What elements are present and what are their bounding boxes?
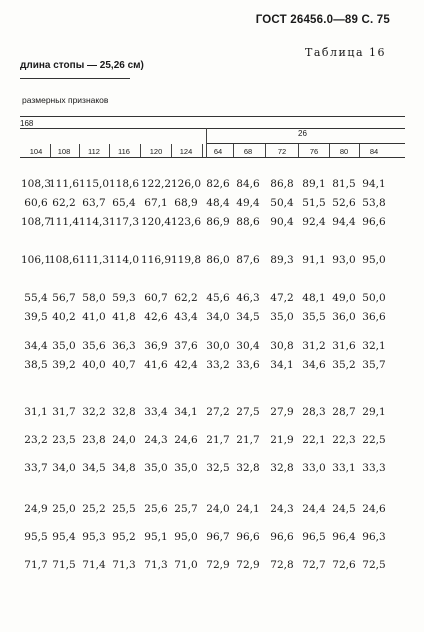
column-separator xyxy=(265,144,266,157)
table-cell: 31,7 xyxy=(52,406,76,418)
table-cell: 35,0 xyxy=(52,340,76,352)
table-cell: 41,0 xyxy=(82,311,106,323)
table-cell: 92,4 xyxy=(302,216,326,228)
table-cell: 96,3 xyxy=(362,531,386,543)
table-cell: 34,4 xyxy=(24,340,48,352)
table-cell: 47,2 xyxy=(270,292,294,304)
table-row xyxy=(0,530,424,544)
table-cell: 111,6 xyxy=(49,178,80,190)
table-cell: 114,3 xyxy=(79,216,110,228)
table-cell: 45,6 xyxy=(206,292,230,304)
table-cell: 35,7 xyxy=(362,359,386,371)
table-cell: 24,0 xyxy=(206,503,230,515)
table-cell: 96,6 xyxy=(270,531,294,543)
table-cell: 90,4 xyxy=(270,216,294,228)
table-cell: 33,4 xyxy=(144,406,168,418)
table-row xyxy=(0,177,424,191)
table-cell: 96,5 xyxy=(302,531,326,543)
table-cell: 34,6 xyxy=(302,359,326,371)
table-cell: 35,0 xyxy=(174,462,198,474)
table-cell: 55,4 xyxy=(24,292,48,304)
column-separator xyxy=(359,144,360,157)
table-cell: 108,3 xyxy=(21,178,52,190)
table-cell: 115,0 xyxy=(79,178,110,190)
table-cell: 33,1 xyxy=(332,462,356,474)
table-cell: 126,0 xyxy=(171,178,202,190)
table-cell: 34,1 xyxy=(174,406,198,418)
table-row xyxy=(0,358,424,372)
table-cell: 31,1 xyxy=(24,406,48,418)
table-cell: 94,4 xyxy=(332,216,356,228)
table-cell: 114,0 xyxy=(109,254,140,266)
table-cell: 111,3 xyxy=(79,254,110,266)
column-header: 76 xyxy=(309,147,319,156)
table-cell: 36,3 xyxy=(112,340,136,352)
table-cell: 82,6 xyxy=(206,178,230,190)
table-cell: 33,3 xyxy=(362,462,386,474)
table-cell: 108,6 xyxy=(49,254,80,266)
column-header: 80 xyxy=(339,147,349,156)
table-cell: 25,7 xyxy=(174,503,198,515)
table-cell: 35,5 xyxy=(302,311,326,323)
table-cell: 95,1 xyxy=(144,531,168,543)
column-header: 68 xyxy=(243,147,253,156)
table-cell: 62,2 xyxy=(174,292,198,304)
column-separator xyxy=(202,144,203,157)
table-cell: 34,0 xyxy=(52,462,76,474)
table-cell: 30,4 xyxy=(236,340,260,352)
table-cell: 71,0 xyxy=(174,559,198,571)
table-cell: 120,4 xyxy=(141,216,172,228)
table-cell: 24,1 xyxy=(236,503,260,515)
rule-group xyxy=(20,128,405,129)
table-cell: 51,5 xyxy=(302,197,326,209)
table-row xyxy=(0,339,424,353)
table-cell: 72,9 xyxy=(236,559,260,571)
column-header: 72 xyxy=(277,147,287,156)
table-cell: 34,5 xyxy=(236,311,260,323)
table-cell: 31,2 xyxy=(302,340,326,352)
table-cell: 39,5 xyxy=(24,311,48,323)
table-cell: 68,9 xyxy=(174,197,198,209)
table-cell: 71,7 xyxy=(24,559,48,571)
table-cell: 21,7 xyxy=(206,434,230,446)
table-cell: 43,4 xyxy=(174,311,198,323)
table-cell: 21,9 xyxy=(270,434,294,446)
table-cell: 71,5 xyxy=(52,559,76,571)
table-cell: 35,0 xyxy=(144,462,168,474)
table-row xyxy=(0,291,424,305)
table-cell: 37,6 xyxy=(174,340,198,352)
table-cell: 65,4 xyxy=(112,197,136,209)
column-separator xyxy=(79,144,80,157)
column-separator xyxy=(233,144,234,157)
table-cell: 29,1 xyxy=(362,406,386,418)
table-cell: 25,5 xyxy=(112,503,136,515)
table-cell: 32,8 xyxy=(270,462,294,474)
table-cell: 95,5 xyxy=(24,531,48,543)
group-label-a: 168 xyxy=(20,119,34,128)
table-row xyxy=(0,310,424,324)
table-cell: 24,6 xyxy=(174,434,198,446)
rule-top xyxy=(20,78,130,79)
table-cell: 53,8 xyxy=(362,197,386,209)
page-header: ГОСТ 26456.0—89 С. 75 xyxy=(255,14,390,26)
table-cell: 122,2 xyxy=(141,178,172,190)
table-cell: 96,4 xyxy=(332,531,356,543)
rule-header-bottom xyxy=(20,157,405,158)
table-cell: 71,4 xyxy=(82,559,106,571)
table-cell: 39,2 xyxy=(52,359,76,371)
table-cell: 49,4 xyxy=(236,197,260,209)
column-header: 120 xyxy=(149,147,163,156)
table-cell: 25,6 xyxy=(144,503,168,515)
table-cell: 36,0 xyxy=(332,311,356,323)
column-header: 108 xyxy=(57,147,71,156)
table-cell: 49,0 xyxy=(332,292,356,304)
table-cell: 31,6 xyxy=(332,340,356,352)
table-cell: 95,4 xyxy=(52,531,76,543)
table-subtitle: длина стопы — 25,26 см) xyxy=(20,60,144,71)
table-cell: 96,6 xyxy=(362,216,386,228)
table-cell: 89,1 xyxy=(302,178,326,190)
table-cell: 96,6 xyxy=(236,531,260,543)
column-separator xyxy=(171,144,172,157)
table-cell: 72,6 xyxy=(332,559,356,571)
table-cell: 72,9 xyxy=(206,559,230,571)
table-cell: 32,8 xyxy=(112,406,136,418)
column-header: 64 xyxy=(213,147,223,156)
table-cell: 71,3 xyxy=(144,559,168,571)
table-label: Таблица 16 xyxy=(305,46,386,59)
table-cell: 67,1 xyxy=(144,197,168,209)
table-cell: 87,6 xyxy=(236,254,260,266)
table-cell: 30,0 xyxy=(206,340,230,352)
table-cell: 40,0 xyxy=(82,359,106,371)
table-cell: 34,1 xyxy=(270,359,294,371)
table-cell: 25,0 xyxy=(52,503,76,515)
table-cell: 28,3 xyxy=(302,406,326,418)
table-cell: 24,6 xyxy=(362,503,386,515)
table-cell: 86,8 xyxy=(270,178,294,190)
table-cell: 117,3 xyxy=(109,216,140,228)
table-cell: 27,9 xyxy=(270,406,294,418)
table-cell: 23,5 xyxy=(52,434,76,446)
column-header: 104 xyxy=(29,147,43,156)
table-description: размерных признаков xyxy=(22,95,109,105)
table-cell: 35,6 xyxy=(82,340,106,352)
table-cell: 30,8 xyxy=(270,340,294,352)
table-cell: 116,9 xyxy=(141,254,172,266)
table-cell: 24,3 xyxy=(144,434,168,446)
table-cell: 95,2 xyxy=(112,531,136,543)
table-row xyxy=(0,196,424,210)
table-cell: 95,0 xyxy=(362,254,386,266)
table-cell: 56,7 xyxy=(52,292,76,304)
table-cell: 35,2 xyxy=(332,359,356,371)
table-cell: 50,4 xyxy=(270,197,294,209)
table-row xyxy=(0,502,424,516)
table-cell: 42,4 xyxy=(174,359,198,371)
table-cell: 63,7 xyxy=(82,197,106,209)
table-cell: 40,7 xyxy=(112,359,136,371)
column-header: 84 xyxy=(369,147,379,156)
table-cell: 28,7 xyxy=(332,406,356,418)
table-cell: 32,2 xyxy=(82,406,106,418)
table-cell: 108,7 xyxy=(21,216,52,228)
table-cell: 33,0 xyxy=(302,462,326,474)
table-row xyxy=(0,405,424,419)
table-cell: 41,6 xyxy=(144,359,168,371)
table-cell: 48,1 xyxy=(302,292,326,304)
rule-header-top xyxy=(20,116,405,117)
table-cell: 38,5 xyxy=(24,359,48,371)
table-cell: 41,8 xyxy=(112,311,136,323)
table-cell: 34,5 xyxy=(82,462,106,474)
table-cell: 23,2 xyxy=(24,434,48,446)
group-label-b: 26 xyxy=(298,129,307,138)
table-cell: 118,6 xyxy=(109,178,140,190)
table-cell: 33,7 xyxy=(24,462,48,474)
table-cell: 84,6 xyxy=(236,178,260,190)
table-cell: 94,1 xyxy=(362,178,386,190)
rule-subgroup xyxy=(207,143,405,144)
table-cell: 40,2 xyxy=(52,311,76,323)
table-cell: 48,4 xyxy=(206,197,230,209)
table-cell: 123,6 xyxy=(171,216,202,228)
table-cell: 72,8 xyxy=(270,559,294,571)
table-cell: 32,1 xyxy=(362,340,386,352)
table-cell: 24,9 xyxy=(24,503,48,515)
table-cell: 46,3 xyxy=(236,292,260,304)
table-cell: 60,7 xyxy=(144,292,168,304)
table-row xyxy=(0,433,424,447)
table-cell: 111,4 xyxy=(49,216,80,228)
table-cell: 60,6 xyxy=(24,197,48,209)
column-separator xyxy=(329,144,330,157)
table-cell: 42,6 xyxy=(144,311,168,323)
column-header: 112 xyxy=(88,147,100,156)
table-cell: 22,1 xyxy=(302,434,326,446)
table-cell: 86,0 xyxy=(206,254,230,266)
table-cell: 21,7 xyxy=(236,434,260,446)
table-cell: 22,5 xyxy=(362,434,386,446)
table-cell: 32,8 xyxy=(236,462,260,474)
table-cell: 89,3 xyxy=(270,254,294,266)
table-cell: 91,1 xyxy=(302,254,326,266)
table-cell: 81,5 xyxy=(332,178,356,190)
table-cell: 22,3 xyxy=(332,434,356,446)
table-cell: 32,5 xyxy=(206,462,230,474)
table-cell: 23,8 xyxy=(82,434,106,446)
table-cell: 33,2 xyxy=(206,359,230,371)
table-cell: 50,0 xyxy=(362,292,386,304)
table-cell: 27,2 xyxy=(206,406,230,418)
table-cell: 36,6 xyxy=(362,311,386,323)
column-separator xyxy=(50,144,51,157)
table-cell: 24,3 xyxy=(270,503,294,515)
table-cell: 96,7 xyxy=(206,531,230,543)
table-cell: 34,8 xyxy=(112,462,136,474)
column-header: 116 xyxy=(118,147,130,156)
table-row xyxy=(0,215,424,229)
table-cell: 95,3 xyxy=(82,531,106,543)
table-cell: 34,0 xyxy=(206,311,230,323)
table-cell: 59,3 xyxy=(112,292,136,304)
column-separator xyxy=(109,144,110,157)
table-cell: 72,5 xyxy=(362,559,386,571)
table-row xyxy=(0,558,424,572)
table-row xyxy=(0,253,424,267)
table-cell: 25,2 xyxy=(82,503,106,515)
table-cell: 62,2 xyxy=(52,197,76,209)
column-header: 124 xyxy=(179,147,193,156)
table-cell: 119,8 xyxy=(171,254,202,266)
table-cell: 106,1 xyxy=(21,254,52,266)
table-cell: 86,9 xyxy=(206,216,230,228)
table-cell: 27,5 xyxy=(236,406,260,418)
table-cell: 71,3 xyxy=(112,559,136,571)
table-cell: 93,0 xyxy=(332,254,356,266)
column-separator xyxy=(298,144,299,157)
table-cell: 52,6 xyxy=(332,197,356,209)
table-cell: 88,6 xyxy=(236,216,260,228)
table-cell: 24,4 xyxy=(302,503,326,515)
table-cell: 36,9 xyxy=(144,340,168,352)
table-cell: 58,0 xyxy=(82,292,106,304)
table-cell: 72,7 xyxy=(302,559,326,571)
table-row xyxy=(0,461,424,475)
table-cell: 95,0 xyxy=(174,531,198,543)
table-cell: 24,0 xyxy=(112,434,136,446)
table-cell: 35,0 xyxy=(270,311,294,323)
column-separator xyxy=(140,144,141,157)
table-cell: 24,5 xyxy=(332,503,356,515)
table-cell: 33,6 xyxy=(236,359,260,371)
